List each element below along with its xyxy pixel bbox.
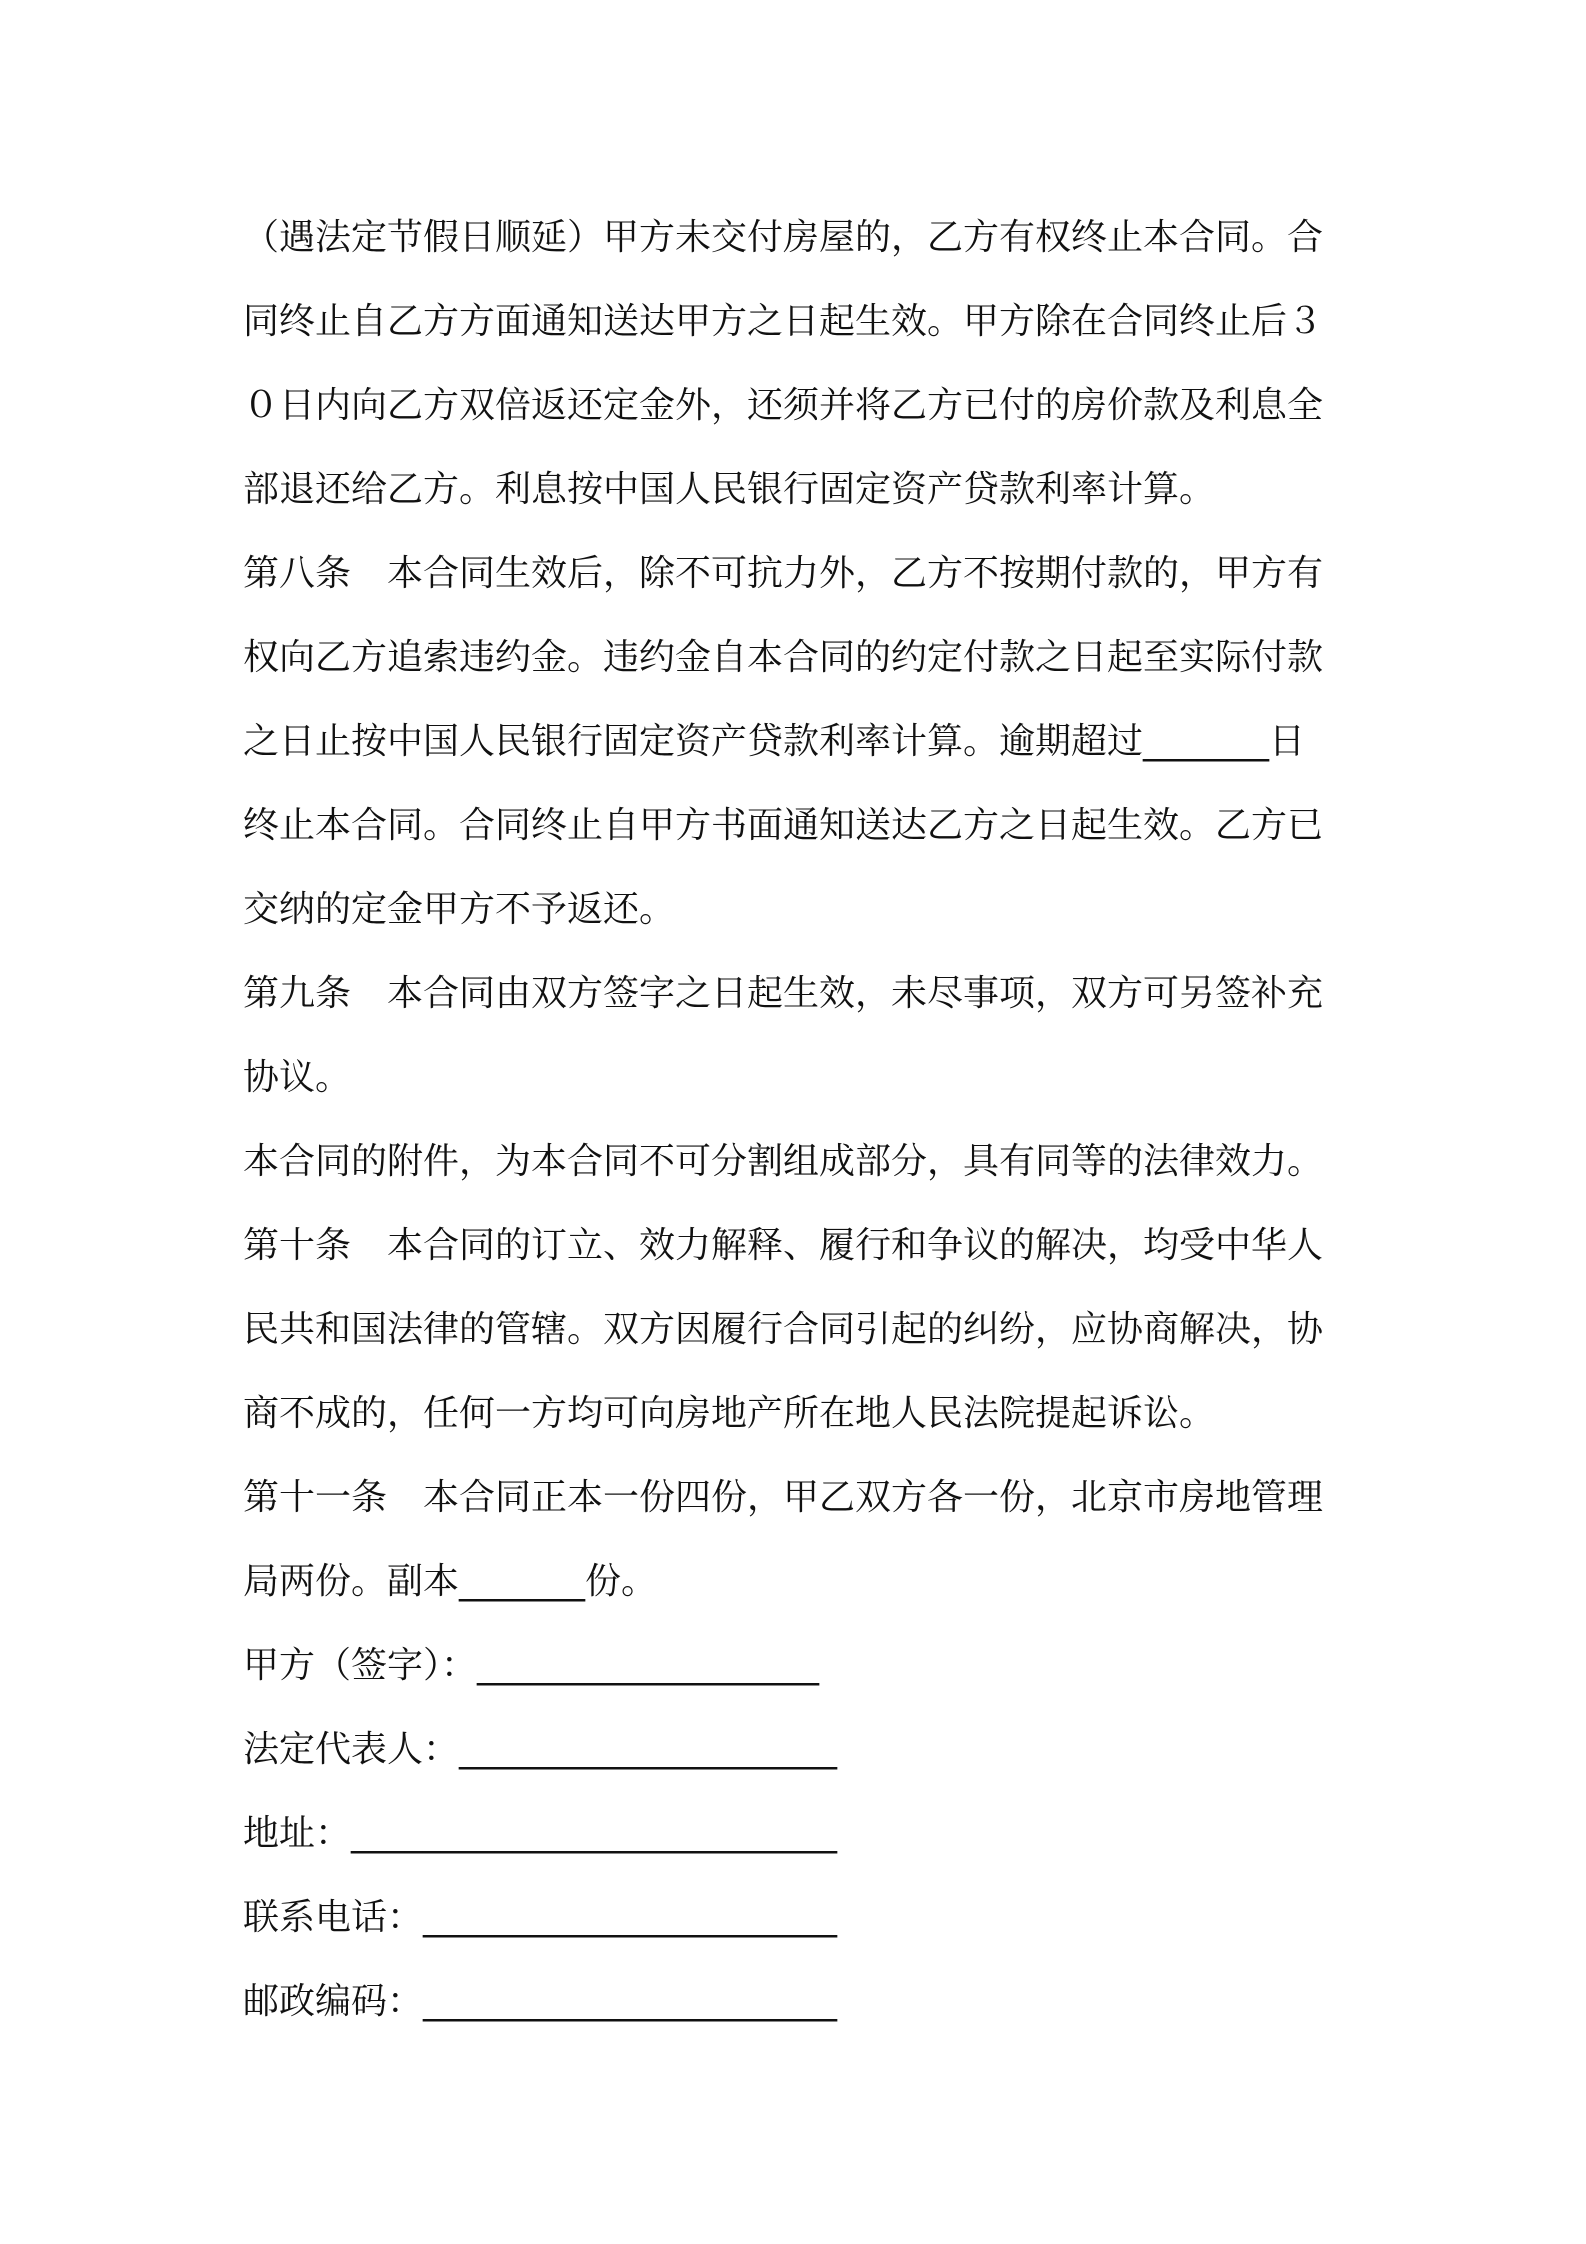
- article-8-line-1: 第八条 本合同生效后，除不可抗力外，乙方不按期付款的，甲方有: [243, 553, 1324, 594]
- text-line-3: ０日内向乙方双倍返还定金外，还须并将乙方已付的房价款及利息全: [243, 385, 1324, 426]
- phone-field: 联系电话：_______________________: [243, 1897, 838, 1938]
- party-a-signature-field: 甲方（签字）：___________________: [243, 1645, 820, 1686]
- legal-representative-field: 法定代表人：_____________________: [243, 1729, 838, 1770]
- article-8-line-5: 交纳的定金甲方不予返还。: [243, 889, 676, 930]
- contract-text-body: [243, 196, 1358, 2044]
- article-9-line-2: 协议。: [243, 1057, 352, 1098]
- postal-code-field: 邮政编码：_______________________: [243, 1981, 838, 2022]
- text-line-2: 同终止自乙方方面通知送达甲方之日起生效。甲方除在合同终止后３: [243, 301, 1324, 342]
- article-10-line-2: 民共和国法律的管辖。双方因履行合同引起的纠纷，应协商解决，协: [243, 1309, 1324, 1350]
- attachment-clause: 本合同的附件，为本合同不可分割组成部分，具有同等的法律效力。: [243, 1141, 1324, 1182]
- article-8-line-2: 权向乙方追索违约金。违约金自本合同的约定付款之日起至实际付款: [243, 637, 1324, 678]
- article-11-line-2: 局两份。副本_______份。: [243, 1561, 658, 1602]
- article-8-line-4: 终止本合同。合同终止自甲方书面通知送达乙方之日起生效。乙方已: [243, 805, 1324, 846]
- text-line-1: （遇法定节假日顺延）甲方未交付房屋的，乙方有权终止本合同。合: [243, 217, 1324, 258]
- article-11-line-1: 第十一条 本合同正本一份四份，甲乙双方各一份，北京市房地管理: [243, 1477, 1324, 1518]
- article-9-line-1: 第九条 本合同由双方签字之日起生效，未尽事项，双方可另签补充: [243, 973, 1324, 1014]
- address-field: 地址：___________________________: [243, 1813, 838, 1854]
- article-8-line-3: 之日止按中国人民银行固定资产贷款利率计算。逾期超过_______日: [243, 721, 1306, 762]
- article-10-line-1: 第十条 本合同的订立、效力解释、履行和争议的解决，均受中华人: [243, 1225, 1324, 1266]
- article-10-line-3: 商不成的，任何一方均可向房地产所在地人民法院提起诉讼。: [243, 1393, 1216, 1434]
- text-line-4: 部退还给乙方。利息按中国人民银行固定资产贷款利率计算。: [243, 469, 1216, 510]
